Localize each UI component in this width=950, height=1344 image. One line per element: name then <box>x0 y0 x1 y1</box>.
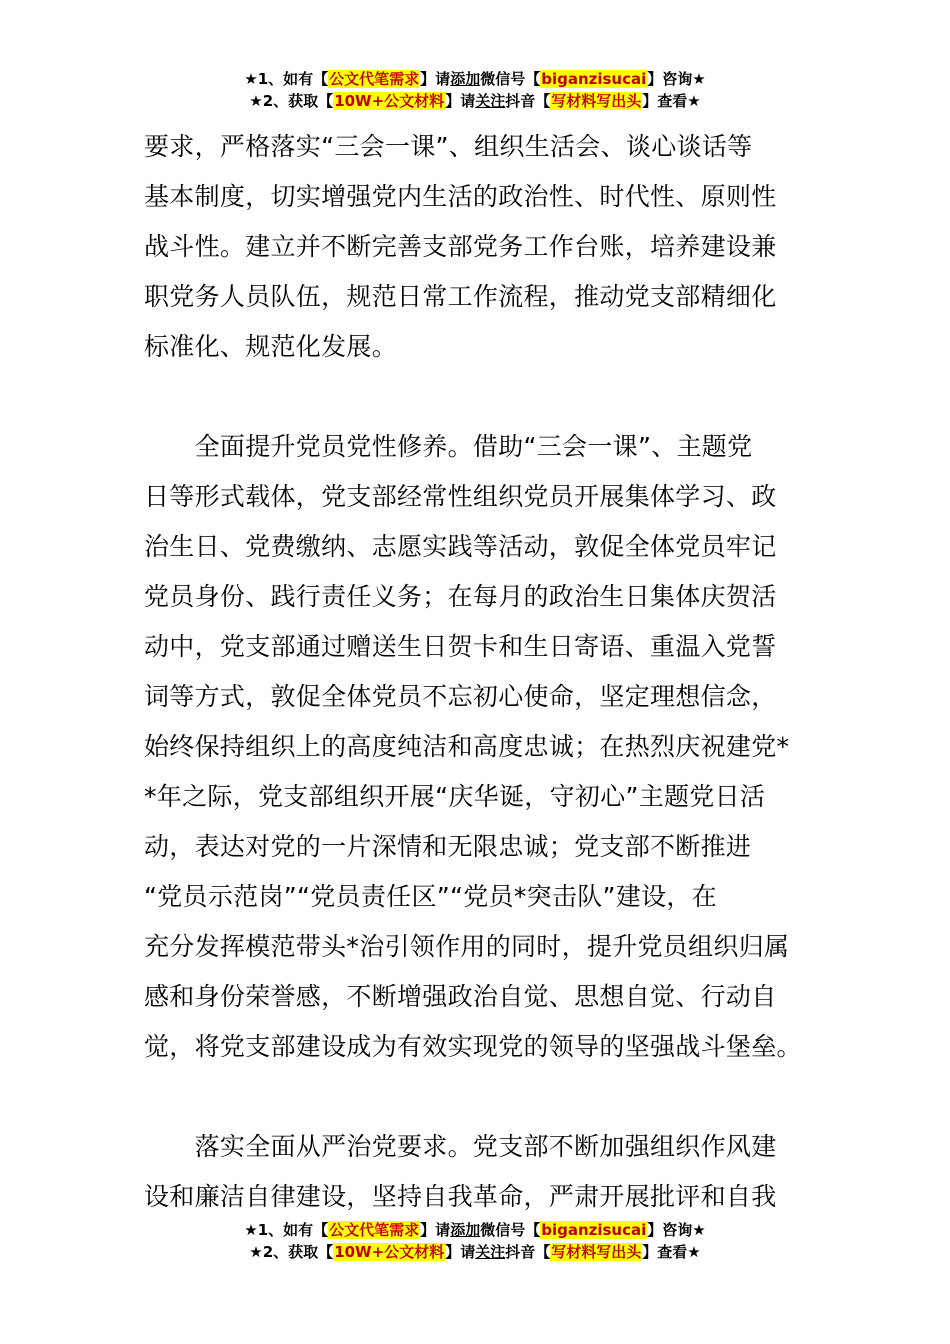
paragraph-gap <box>144 372 808 422</box>
banner-text: 】请 <box>420 1221 451 1239</box>
highlight-materials: 10W+公文材料 <box>334 92 445 110</box>
text-line: 战斗性。建立并不断完善支部党务工作台账，培养建设兼 <box>144 232 777 261</box>
text-line: 职党务人员队伍，规范日常工作流程，推动党支部精细化 <box>144 282 777 311</box>
banner-text: 】查看★ <box>642 92 701 110</box>
text-line: “党员示范岗”“党员责任区”“党员*突击队”建设，在 <box>144 882 718 911</box>
banner-line-1 <box>0 68 950 90</box>
banner-text: 】请 <box>420 70 451 88</box>
text-line: 要求，严格落实“三会一课”、组织生活会、谈心谈话等 <box>144 132 753 161</box>
footer-banner <box>0 1219 950 1263</box>
banner-text: 】请 <box>445 1243 476 1261</box>
text-line: 充分发挥模范带头*治引领作用的同时，提升党员组织归属 <box>144 932 790 961</box>
banner-line-2 <box>0 1241 950 1263</box>
banner-text: ★2、获取【 <box>249 1243 334 1261</box>
document-body <box>144 122 808 1222</box>
highlight-service: 公文代笔需求 <box>329 1221 420 1239</box>
highlight-wechat-id: biganzisucai <box>541 1221 647 1239</box>
banner-line-2 <box>0 90 950 112</box>
banner-text: ★1、如有【 <box>244 70 329 88</box>
text-line: 设和廉洁自律建设，坚持自我革命，严肃开展批评和自我 <box>144 1182 777 1211</box>
banner-text: 微信号【 <box>480 70 541 88</box>
text-line: 治生日、党费缴纳、志愿实践等活动，敦促全体党员牢记 <box>144 532 777 561</box>
text-line: 词等方式，敦促全体党员不忘初心使命，坚定理想信念， <box>144 682 777 711</box>
underlined-word: 关注 <box>475 1243 506 1261</box>
underlined-word: 关注 <box>475 92 506 110</box>
highlight-douyin: 写材料写出头 <box>551 92 642 110</box>
banner-text: ★1、如有【 <box>244 1221 329 1239</box>
text-line: 觉，将党支部建设成为有效实现党的领导的坚强战斗堡垒。 <box>144 1032 802 1061</box>
banner-text: 】查看★ <box>642 1243 701 1261</box>
banner-text: ★2、获取【 <box>249 92 334 110</box>
highlight-wechat-id: biganzisucai <box>541 70 647 88</box>
banner-text: 】请 <box>445 92 476 110</box>
text-line: 动，表达对党的一片深情和无限忠诚；党支部不断推进 <box>144 832 752 861</box>
text-line: *年之际，党支部组织开展“庆华诞，守初心”主题党日活 <box>144 782 766 811</box>
highlight-materials: 10W+公文材料 <box>334 1243 445 1261</box>
text-line: 落实全面从严治党要求。党支部不断加强组织作风建 <box>144 1132 777 1161</box>
underlined-word: 添加 <box>450 70 481 88</box>
text-line: 党员身份、践行责任义务；在每月的政治生日集体庆贺活 <box>144 582 777 611</box>
underlined-word: 添加 <box>450 1221 481 1239</box>
banner-line-1 <box>0 1219 950 1241</box>
paragraph-gap <box>144 1072 808 1122</box>
highlight-service: 公文代笔需求 <box>329 70 420 88</box>
text-line: 标准化、规范化发展。 <box>144 332 398 361</box>
text-line: 始终保持组织上的高度纯洁和高度忠诚；在热烈庆祝建党* <box>144 732 790 761</box>
text-line: 动中，党支部通过赠送生日贺卡和生日寄语、重温入党誓 <box>144 632 777 661</box>
banner-text: 】咨询★ <box>647 1221 706 1239</box>
text-line: 感和身份荣誉感，不断增强政治自觉、思想自觉、行动自 <box>144 982 777 1011</box>
banner-text: 】咨询★ <box>647 70 706 88</box>
text-line: 日等形式载体，党支部经常性组织党员开展集体学习、政 <box>144 482 777 511</box>
banner-text: 抖音【 <box>505 92 551 110</box>
header-banner <box>0 68 950 112</box>
banner-text: 抖音【 <box>505 1243 551 1261</box>
highlight-douyin: 写材料写出头 <box>551 1243 642 1261</box>
banner-text: 微信号【 <box>480 1221 541 1239</box>
text-line: 基本制度，切实增强党内生活的政治性、时代性、原则性 <box>144 182 777 211</box>
text-line: 全面提升党员党性修养。借助“三会一课”、主题党 <box>144 432 753 461</box>
